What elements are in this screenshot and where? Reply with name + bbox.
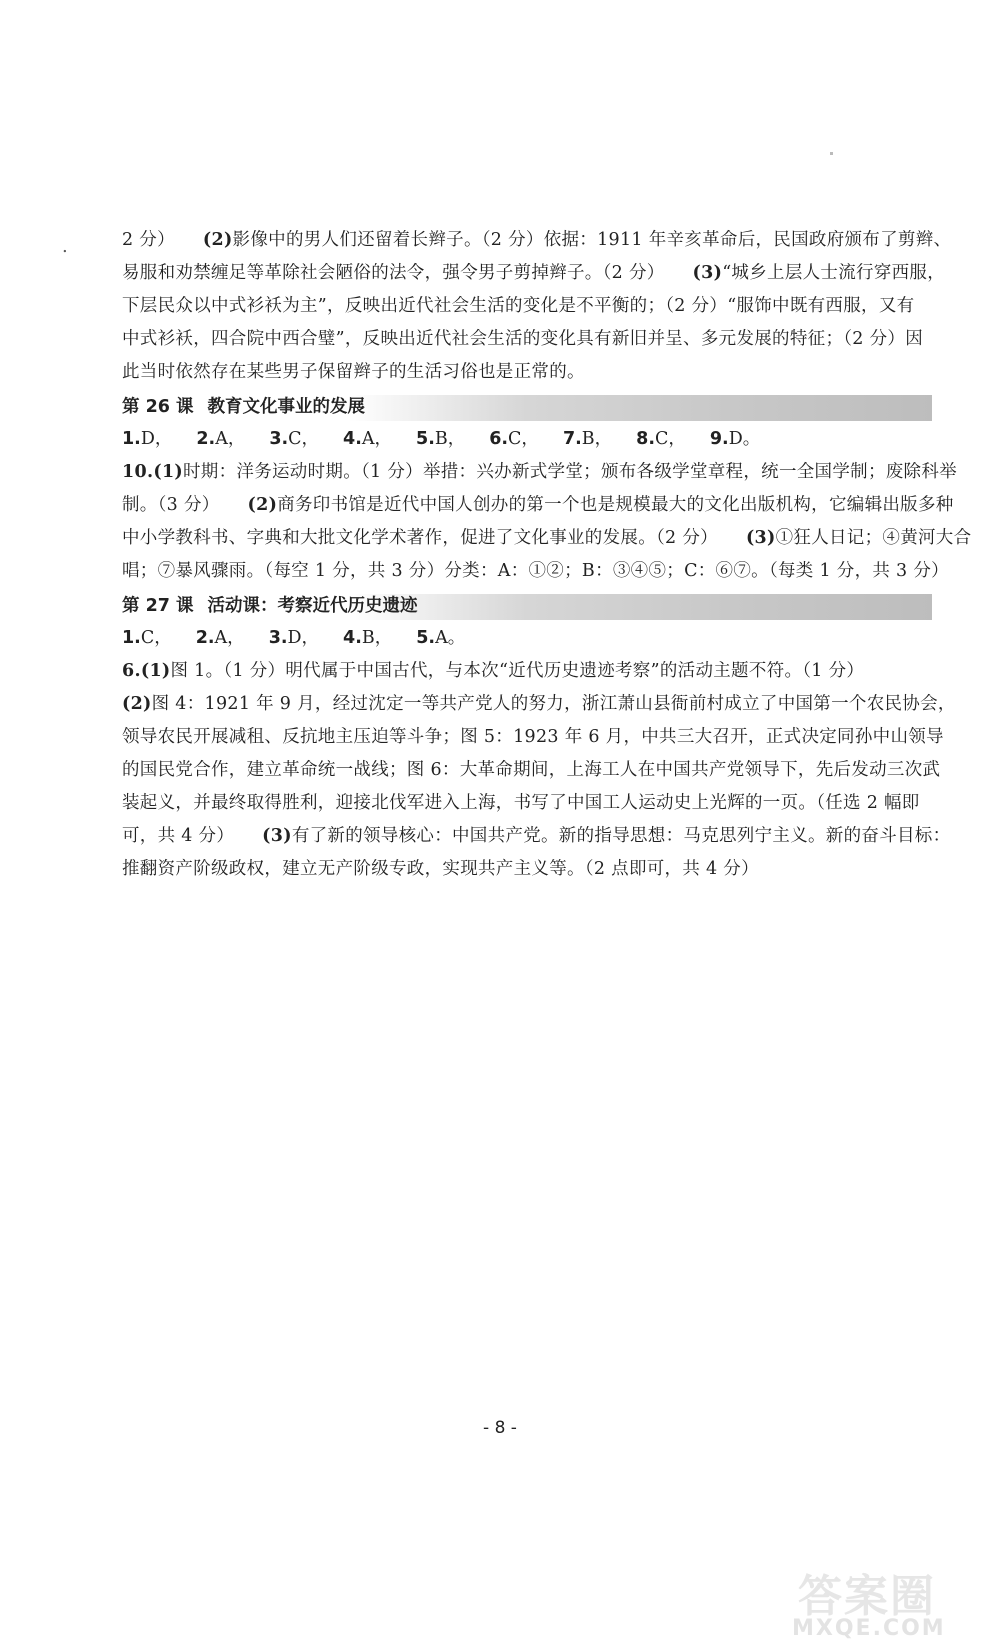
mc-item: 5.A。	[416, 628, 466, 648]
text-line: 中小学教科书、字典和大批文化学术著作，促进了文化事业的发展。（2 分） (3)①狂人日记；④黄河大合	[122, 528, 972, 548]
mc-item: 3.C，	[269, 429, 320, 449]
text-line: 装起义，并最终取得胜利，迎接北伐军进入上海，书写了中国工人运动史上光辉的一页。（任选 2 幅即	[122, 793, 920, 813]
mc-item: 4.A，	[343, 429, 393, 449]
text-line: 下层民众以中式衫袄为主”，反映出近代社会生活的变化是不平衡的；（2 分）“服饰中既有西服，又有	[122, 296, 915, 316]
text-line: 推翻资产阶级政权，建立无产阶级专政，实现共产主义等。（2 点即可，共 4 分）	[122, 859, 759, 879]
mc-item: 4.B，	[343, 628, 393, 648]
text-line: 6.(1)图 1。（1 分）明代属于中国古代，与本次“近代历史遗迹考察”的活动主题不符。（1 分）	[122, 661, 865, 681]
text-line: 此当时依然存在某些男子保留辫子的生活习俗也是正常的。	[122, 362, 585, 382]
mc-item: 1.C，	[122, 628, 172, 648]
mc-item: 9.D。	[709, 429, 761, 449]
lesson-header-27	[122, 590, 932, 622]
lesson-number: 第 26 课	[122, 397, 194, 417]
mc-answers-27	[122, 622, 932, 655]
mc-item: 7.B，	[562, 429, 613, 449]
answer-content	[122, 224, 972, 886]
watermark-url: MXQE.COM	[792, 1616, 946, 1641]
lesson-title: 教育文化事业的发展	[207, 397, 366, 417]
lesson-header-26	[122, 391, 932, 423]
lesson-title: 活动课：考察近代历史遗迹	[207, 596, 418, 616]
mc-item: 8.C，	[636, 429, 686, 449]
mc-item: 1.D，	[122, 429, 173, 449]
text-line: 的国民党合作，建立革命统一战线；图 6：大革命期间，上海工人在中国共产党领导下，先后发动三次武	[122, 760, 941, 780]
mc-item: 6.C，	[489, 429, 539, 449]
watermark-text: 答案圈	[798, 1571, 936, 1622]
text-line: 2 分） (2)影像中的男人们还留着长辫子。（2 分）依据：1911 年辛亥革命后，民国政府颁布了剪辫、	[122, 230, 952, 250]
text-line: 制。（3 分） (2)商务印书馆是近代中国人创办的第一个也是规模最大的文化出版机构，它编辑出版多种	[122, 495, 954, 515]
text-line: 领导农民开展减租、反抗地主压迫等斗争；图 5：1923 年 6 月，中共三大召开，正式决定同孙中山领导	[122, 727, 944, 747]
text-line: 10.(1)时期：洋务运动时期。（1 分）举措：兴办新式学堂；颁布各级学堂章程，统一全国学制；废除科举	[122, 462, 957, 482]
page-number: - 8 -	[483, 1418, 517, 1438]
mc-answers-26	[122, 423, 932, 456]
mc-item: 5.B，	[416, 429, 466, 449]
text-line: (2)图 4：1921 年 9 月，经过沈定一等共产党人的努力，浙江萧山县衙前村成立了中国第一个农民协会，	[122, 694, 956, 714]
mc-item: 2.A，	[196, 429, 246, 449]
watermark-logo	[780, 1560, 990, 1646]
text-line: 中式衫袄，四合院中西合璧”，反映出近代社会生活的变化具有新旧并呈、多元发展的特征；（2 分）因	[122, 329, 923, 349]
margin-dot: .	[62, 236, 68, 257]
lesson-number: 第 27 课	[122, 596, 194, 616]
text-line: 可，共 4 分） (3)有了新的领导核心：中国共产党。新的指导思想：马克思列宁主义。新的奋斗目标：	[122, 826, 951, 846]
scan-speck	[830, 152, 833, 155]
mc-item: 3.D，	[268, 628, 320, 648]
text-line: 唱；⑦暴风骤雨。（每空 1 分，共 3 分）分类：A：①②；B：③④⑤；C：⑥⑦。（每类 1 分，共 3 分）	[122, 561, 949, 581]
text-line: 易服和劝禁缠足等革除社会陋俗的法令，强令男子剪掉辫子。（2 分） (3)“城乡上层人士流行穿西服，	[122, 263, 946, 283]
mc-item: 2.A，	[195, 628, 245, 648]
